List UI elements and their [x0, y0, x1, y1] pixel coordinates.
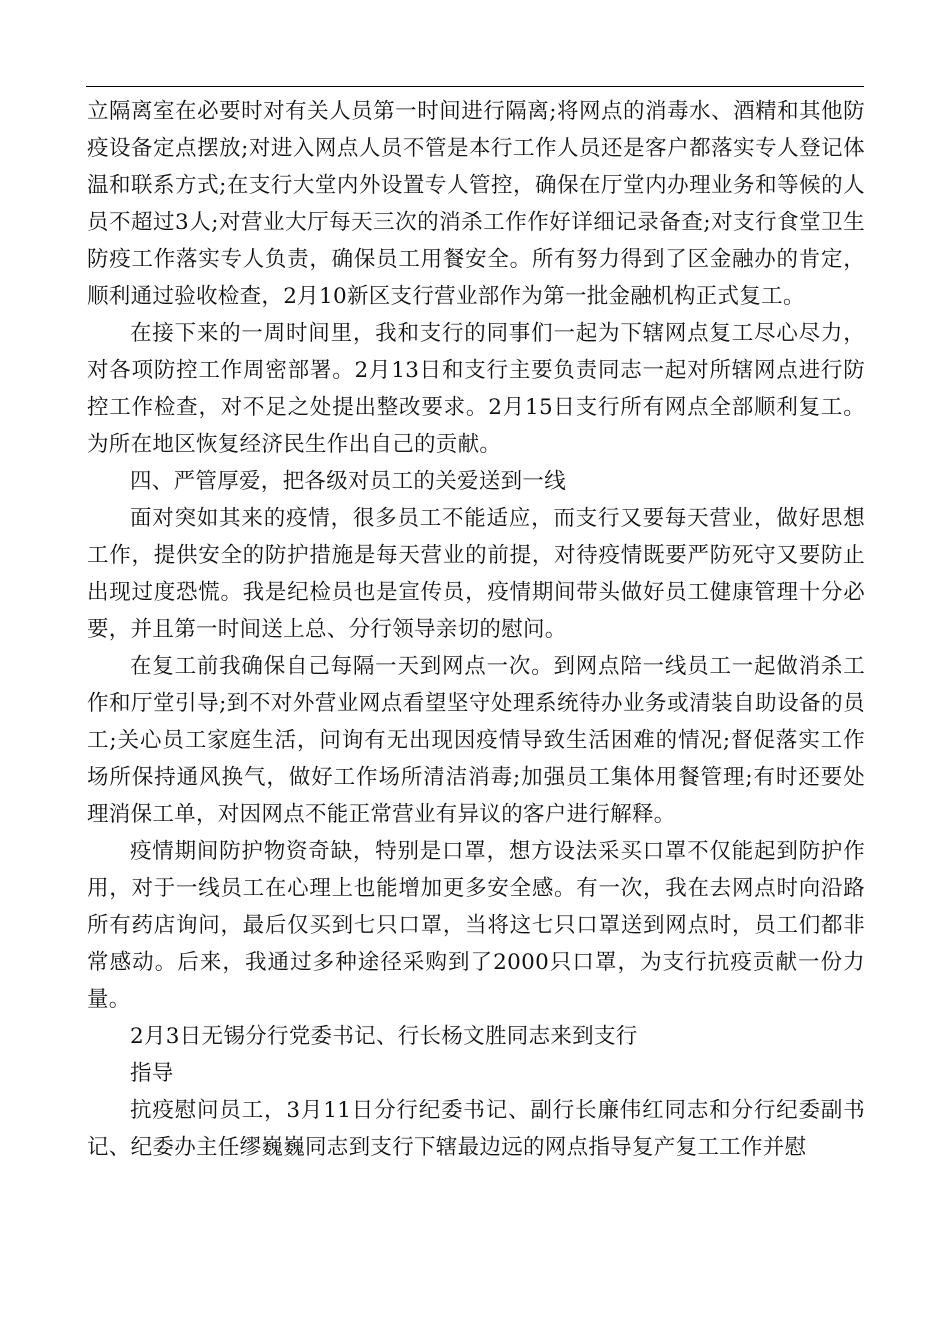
paragraph: 2月3日无锡分行党委书记、行长杨文胜同志来到支行: [130, 1024, 638, 1049]
paragraph: 疫情期间防护物资奇缺，特别是口罩，想方设法采买口罩不仅能起到防护作用，对于一线员工在心理上也能增加更多安全感。有一次，我在去网点时向沿路所有药店询问，最后仅买到七只口罩，当将这七只口罩送到网点时，员工们都非常感动。后来，我通过多种途径采购到了2000只口罩，为支行抗疫贡献一份力量。: [87, 839, 865, 1012]
section-heading: 四、严管厚爱，把各级对员工的关爱送到一线: [130, 469, 567, 494]
paragraph: 立隔离室在必要时对有关人员第一时间进行隔离;将网点的消毒水、酒精和其他防疫设备定点摆放;对进入网点人员不管是本行工作人员还是客户都落实专人登记体温和联系方式;在支行大堂内外设置专人管控，确保在厅堂内办理业务和等候的人员不超过3人;对营业大厅每天三次的消杀工作作好详细记录备查;对支行食堂卫生防疫工作落实专人负责，确保员工用餐安全。所有努力得到了区金融办的肯定，顺利通过验收检查，2月10新区支行营业部作为第一批金融机构正式复工。: [87, 99, 865, 309]
paragraph: 指导: [130, 1061, 174, 1086]
paragraph: 在复工前我确保自己每隔一天到网点一次。到网点陪一线员工一起做消杀工作和厅堂引导;到不对外营业网点看望坚守处理系统待办业务或清装自助设备的员工;关心员工家庭生活，问询有无出现因疫情导致生活困难的情况;督促落实工作场所保持通风换气，做好工作场所清洁消毒;加强员工集体用餐管理;有时还要处理消保工单，对因网点不能正常营业有异议的客户进行解释。: [87, 654, 865, 827]
document-body: [87, 93, 865, 1166]
paragraph: 在接下来的一周时间里，我和支行的同事们一起为下辖网点复工尽心尽力，对各项防控工作周密部署。2月13日和支行主要负责同志一起对所辖网点进行防控工作检查，对不足之处提出整改要求。2月15日支行所有网点全部顺利复工。为所在地区恢复经济民生作出自己的贡献。: [87, 321, 865, 457]
paragraph: 面对突如其来的疫情，很多员工不能适应，而支行又要每天营业，做好思想工作，提供安全的防护措施是每天营业的前提，对待疫情既要严防死守又要防止出现过度恐慌。我是纪检员也是宣传员，疫情期间带头做好员工健康管理十分必要，并且第一时间送上总、分行领导亲切的慰问。: [87, 506, 865, 642]
header-rule: [86, 86, 864, 87]
paragraph: 抗疫慰问员工，3月11日分行纪委书记、副行长廉伟红同志和分行纪委副书记、纪委办主任缪巍巍同志到支行下辖最边远的网点指导复产复工工作并慰: [87, 1098, 865, 1160]
